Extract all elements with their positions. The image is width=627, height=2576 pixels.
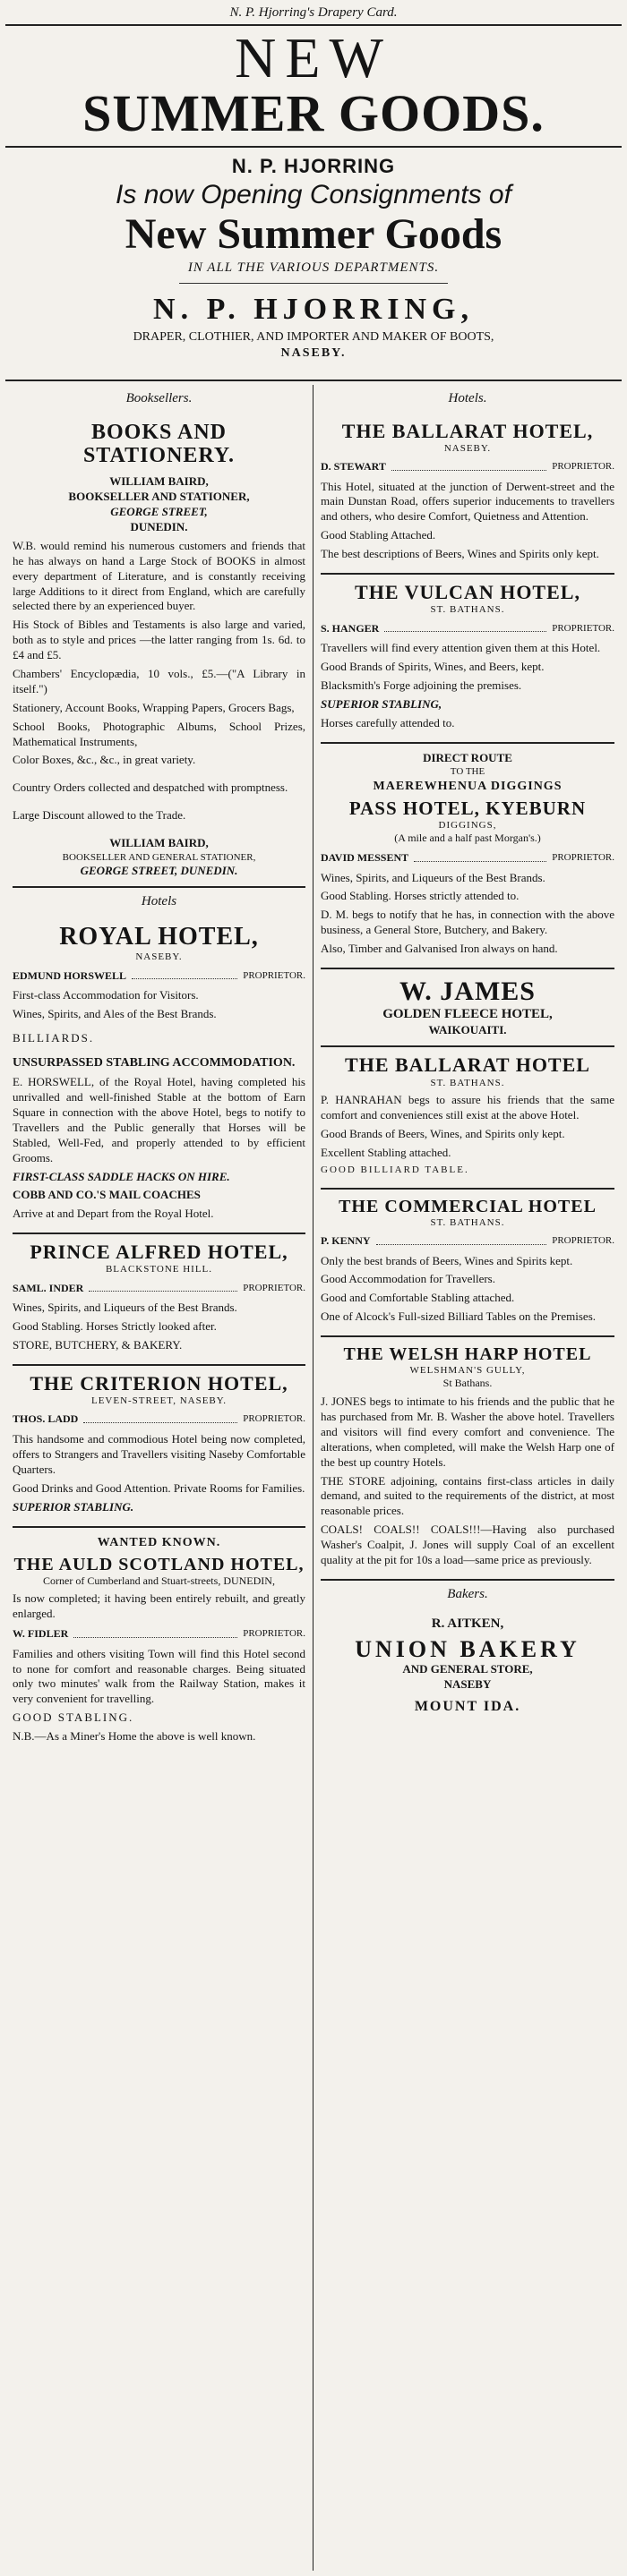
paragraph: Good Accommodation for Travellers. <box>321 1272 495 1286</box>
leader-dots <box>391 460 546 471</box>
ad-kicker: DIRECT ROUTE <box>423 750 512 764</box>
owner-name: DAVID MESSENT <box>321 850 409 864</box>
owner-name: THOS. LADD <box>13 1412 79 1426</box>
paragraph: GOOD BILLIARD TABLE. <box>321 1164 469 1176</box>
ad-town: Corner of Cumberland and Stuart-streets, DUNEDIN, <box>43 1574 275 1587</box>
section-head-hotels: Hotels. <box>448 391 487 405</box>
paragraph: J. JONES begs to intimate to his friends and the public that he has purchased from Mr. B. Washer the above hotel. Travellers and visitors will find every comfort and convenience. The alterations, when completed, will make the Welsh Harp one of the best up country Hotels. <box>321 1395 614 1469</box>
paragraph: Good Brands of Beers, Wines, and Spirits only kept. <box>321 1126 565 1140</box>
signature: WILLIAM BAIRD, <box>109 836 209 850</box>
ad-title: THE WELSH HARP HOTEL <box>343 1344 592 1365</box>
proprietor-label: PROPRIETOR. <box>243 1282 305 1293</box>
columns <box>5 385 622 2571</box>
card-heading: N. P. Hjorring's Drapery Card. <box>229 5 398 20</box>
paragraph: Travellers will find every attention given them at this Hotel. <box>321 641 601 655</box>
ad-town: DIGGINGS, <box>438 820 497 832</box>
paragraph: Good and Comfortable Stabling attached. <box>321 1291 515 1305</box>
leader-dots <box>73 1627 237 1638</box>
ad-town: WAIKOUAITI. <box>428 1023 507 1037</box>
merchant-name: N. P. HJORRING <box>231 155 396 177</box>
paragraph: Good Stabling Attached. <box>321 528 436 542</box>
paragraph: P. HANRAHAN begs to assure his friends that the same comfort and conveniences still exist at the above Hotel. <box>321 1092 614 1122</box>
paragraph: Good Stabling. Horses strictly attended to. <box>321 889 520 903</box>
rule <box>5 380 622 381</box>
departments-line: IN ALL THE VARIOUS DEPARTMENTS. <box>187 260 440 275</box>
signature-street: GEORGE STREET, DUNEDIN. <box>80 864 238 878</box>
proprietor-row <box>321 460 614 474</box>
paragraph: Good Drinks and Good Attention. Private Rooms for Families. <box>13 1480 305 1495</box>
paragraph: Good Brands of Spirits, Wines, and Beers, kept. <box>321 660 545 673</box>
ad-town: NASEBY. <box>443 442 492 454</box>
left-column <box>5 385 314 2571</box>
ad-pass-hotel <box>321 744 614 969</box>
paragraph: COALS! COALS!! COALS!!!—Having also purchased Washer's Coalpit, J. Jones will supply Coal of an excellent quality at the pit for 10s a load—same price as previously. <box>321 1523 614 1566</box>
leader-dots <box>414 851 546 862</box>
merchant-name-large: N. P. HJORRING, <box>153 293 474 326</box>
proprietor-row <box>13 1627 305 1642</box>
ad-title: THE BALLARAT HOTEL <box>345 1053 590 1077</box>
paragraph: This handsome and commodious Hotel being now completed, offers to Strangers and Travellers visiting Naseby Comfortable Quarters. <box>13 1432 305 1476</box>
paragraph: First-class Accommodation for Visitors. <box>13 988 199 1002</box>
ad-title: THE CRITERION HOTEL, <box>30 1371 288 1395</box>
paragraph: SUPERIOR STABLING, <box>321 696 442 711</box>
paragraph: Arrive at and Depart from the Royal Hotel. <box>13 1207 214 1221</box>
paragraph: UNSURPASSED STABLING ACCOMMODATION. <box>13 1056 296 1070</box>
paragraph: COBB AND CO.'S MAIL COACHES <box>13 1188 201 1202</box>
owner-name: W. FIDLER <box>13 1627 69 1641</box>
paragraph: FIRST-CLASS SADDLE HACKS ON HIRE. <box>13 1169 230 1183</box>
owner-trade: BOOKSELLER AND STATIONER, <box>68 490 250 504</box>
paragraph: School Books, Photographic Albums, School Prizes, Mathematical Instruments, <box>13 719 305 748</box>
title-summer-goods: SUMMER GOODS. <box>82 84 545 142</box>
ad-title: ROYAL HOTEL, <box>59 922 259 951</box>
trade-line: DRAPER, CLOTHIER, AND IMPORTER AND MAKER OF BOOTS, <box>133 330 494 344</box>
ad-criterion <box>13 1366 305 1528</box>
proprietor-row <box>321 622 614 636</box>
paragraph: Wines, Spirits, and Ales of the Best Brands. <box>13 1007 217 1021</box>
proprietor-row <box>321 851 614 866</box>
opening-line: Is now Opening Consignments of <box>116 180 511 209</box>
proprietor-label: PROPRIETOR. <box>552 1235 614 1246</box>
proprietor-label: PROPRIETOR. <box>552 622 614 634</box>
proprietor-label: PROPRIETOR. <box>243 1628 305 1640</box>
leader-dots <box>384 622 546 633</box>
paragraph: His Stock of Bibles and Testaments is also large and varied, both as to style and prices —the latter ranging from 1s. 6d. to £4 and £5. <box>13 618 305 662</box>
ad-vulcan <box>321 575 614 744</box>
proprietor-row <box>13 1282 305 1296</box>
ad-town: ST. BATHANS. <box>430 1077 505 1088</box>
paragraph: SUPERIOR STABLING. <box>13 1499 134 1514</box>
paragraph: E. HORSWELL, of the Royal Hotel, having completed his unrivalled and well-finished Stable at the bottom of Earn Square in connection with the above Hotel, begs to notify to Travellers and the Public generally that Horses will be Stabled, Well-Fed, and properly attended to by efficient Grooms. <box>13 1075 305 1164</box>
paragraph: Wines, Spirits, and Liqueurs of the Best Brands. <box>321 870 545 884</box>
proprietor-row <box>321 1234 614 1249</box>
leader-dots <box>376 1234 547 1245</box>
owner-name: R. AITKEN, <box>431 1616 504 1632</box>
ad-ballarat-st-bathans <box>321 1047 614 1189</box>
ad-town: LEVEN-STREET, NASEBY. <box>90 1395 228 1407</box>
paragraph: Also, Timber and Galvanised Iron always on hand. <box>321 942 558 956</box>
ad-title: PRINCE ALFRED HOTEL, <box>30 1241 288 1264</box>
paragraph: D. M. begs to notify that he has, in connection with the above business, a General Store, Butchery, and Bakery. <box>321 908 614 937</box>
leader-dots <box>132 969 237 980</box>
ad-title: THE VULCAN HOTEL, <box>355 581 580 604</box>
paragraph: Wines, Spirits, and Liqueurs of the Best Brands. <box>13 1301 237 1315</box>
proprietor-row <box>13 969 305 984</box>
proprietor-label: PROPRIETOR. <box>243 969 305 981</box>
ad-town: WELSHMAN'S GULLY, <box>409 1365 526 1377</box>
proprietor-label: PROPRIETOR. <box>552 851 614 863</box>
ad-title: UNION BAKERY <box>355 1635 580 1662</box>
paragraph: Excellent Stabling attached. <box>321 1145 451 1159</box>
proprietor-row <box>13 1412 305 1427</box>
paragraph: N.B.—As a Miner's Home the above is well known. <box>13 1729 256 1744</box>
paragraph: Good Stabling. Horses Strictly looked after. <box>13 1319 217 1334</box>
paragraph: Chambers' Encyclopædia, 10 vols., £5.—("A Library in itself.") <box>13 666 305 695</box>
paragraph: One of Alcock's Full-sized Billiard Tables on the Premises. <box>321 1309 597 1324</box>
paragraph: Stationery, Account Books, Wrapping Papers, Grocers Bags, <box>13 700 295 714</box>
owner-name: SAML. INDER <box>13 1281 84 1294</box>
ad-baird <box>13 414 305 889</box>
ad-golden-fleece <box>321 969 614 1047</box>
paragraph: Is now completed; it having been entirely rebuilt, and greatly enlarged. <box>13 1591 305 1621</box>
owner-town: DUNEDIN. <box>130 519 188 533</box>
ad-town: BLACKSTONE HILL. <box>105 1264 213 1275</box>
ad-title: THE COMMERCIAL HOTEL <box>339 1196 597 1216</box>
ad-town: St Bathans. <box>442 1377 493 1390</box>
title-new: NEW <box>235 26 392 90</box>
ad-kicker: WANTED KNOWN. <box>97 1535 221 1549</box>
ad-town: NASEBY <box>443 1677 492 1692</box>
proprietor-label: PROPRIETOR. <box>243 1413 305 1425</box>
ad-town: GOLDEN FLEECE HOTEL, <box>382 1006 553 1021</box>
paragraph: Country Orders collected and despatched with promptness. <box>13 780 288 795</box>
paragraph: Color Boxes, &c., &c., in great variety. <box>13 753 196 767</box>
ad-prince-alfred <box>13 1234 305 1366</box>
ad-title: THE AULD SCOTLAND HOTEL, <box>13 1554 305 1574</box>
ad-union-bakery <box>321 1608 614 1724</box>
paragraph: GOOD STABLING. <box>13 1710 134 1725</box>
section-head-booksellers: Booksellers. <box>125 391 193 405</box>
ad-title: W. JAMES <box>399 976 536 1006</box>
section-head-hotels: Hotels <box>141 894 177 909</box>
ad-town: ST. BATHANS. <box>430 1216 505 1228</box>
new-summer-goods: New Summer Goods <box>125 210 502 258</box>
paragraph: MOUNT IDA. <box>414 1699 521 1715</box>
signature-trade: BOOKSELLER AND GENERAL STATIONER, <box>62 851 256 863</box>
paragraph: Families and others visiting Town will find this Hotel second to none for comfort and reasonable charges. Being situated only two minutes' walk from the Railway Station, makes it very convenient for travelling. <box>13 1646 305 1706</box>
ad-ballarat-naseby <box>321 414 614 576</box>
ad-title: THE BALLARAT HOTEL, <box>341 419 594 442</box>
paragraph: W.B. would remind his numerous customers and friends that he has always on hand a Large Stock of BOOKS in almost every department of Literature, and is constantly receiving large Additions to it direct from England, which are carefully selected there by an experienced buyer. <box>13 538 305 613</box>
ad-kicker: MAEREWHENUA DIGGINGS <box>373 779 563 793</box>
ad-town: AND GENERAL STORE, <box>402 1662 533 1676</box>
owner-street: GEORGE STREET, <box>110 505 208 519</box>
rule <box>5 146 622 148</box>
ad-town: NASEBY. <box>135 951 183 963</box>
ad-kicker: TO THE <box>450 766 485 778</box>
owner-name: D. STEWART <box>321 459 386 473</box>
ad-welsh-harp <box>321 1337 614 1581</box>
owner-name: EDMUND HORSWELL <box>13 968 127 982</box>
ad-town: ST. BATHANS. <box>430 604 505 616</box>
paragraph: STORE, BUTCHERY, & BAKERY. <box>13 1338 183 1352</box>
proprietor-label: PROPRIETOR. <box>552 460 614 472</box>
ad-title: BOOKS AND STATIONERY. <box>82 420 236 467</box>
leader-dots <box>83 1412 237 1423</box>
paragraph: Blacksmith's Forge adjoining the premises. <box>321 678 522 692</box>
ad-commercial <box>321 1190 614 1337</box>
town-line: NASEBY. <box>280 346 347 360</box>
ad-title: PASS HOTEL, KYEBURN <box>348 797 587 819</box>
leader-dots <box>89 1282 237 1292</box>
paragraph: Large Discount allowed to the Trade. <box>13 808 186 823</box>
ad-royal-hotel <box>13 917 305 1235</box>
owner-name: P. KENNY <box>321 1234 371 1247</box>
paragraph: The best descriptions of Beers, Wines and Spirits only kept. <box>321 547 599 561</box>
right-column <box>314 385 622 2571</box>
paragraph: Only the best brands of Beers, Wines and Spirits kept. <box>321 1253 573 1267</box>
section-head-bakers: Bakers. <box>447 1586 488 1601</box>
paragraph: Horses carefully attended to. <box>321 715 455 729</box>
owner-name: S. HANGER <box>321 621 380 635</box>
paragraph: This Hotel, situated at the junction of Derwent-street and the main Dunstan Road, offers superior inducements to travellers and others, who desire Comfort, Quietness and Attention. <box>321 479 614 524</box>
paragraph: BILLIARDS. <box>13 1031 95 1045</box>
ad-auld-scotland <box>13 1528 305 1756</box>
paragraph: THE STORE adjoining, contains first-class articles in daily demand, and suited to the requirements of the district, at most reasonable prices. <box>321 1473 614 1518</box>
short-rule <box>179 283 448 284</box>
owner-name: WILLIAM BAIRD, <box>109 474 209 489</box>
ad-town: (A mile and a half past Morgan's.) <box>394 832 541 845</box>
